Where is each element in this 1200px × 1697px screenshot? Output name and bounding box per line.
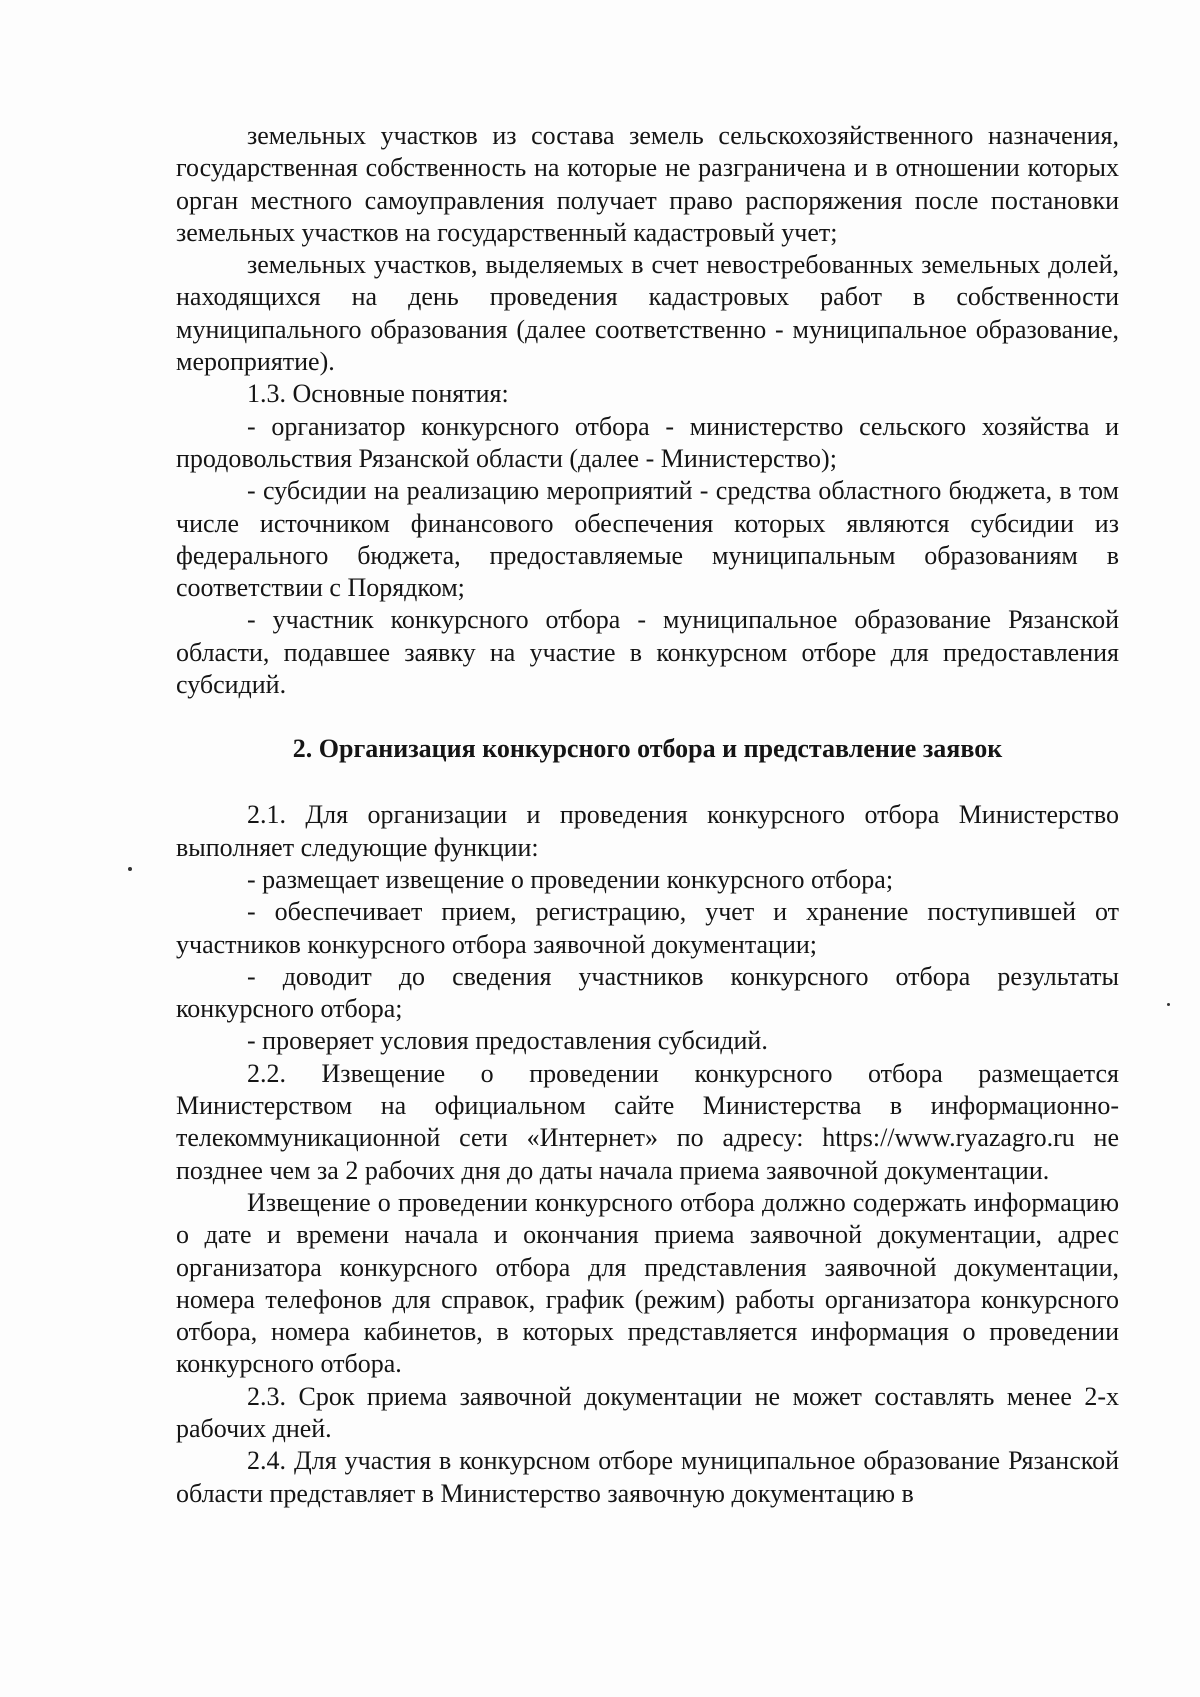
paragraph: Извещение о проведении конкурсного отбора должно содержать информацию о дате и времени начала и окончания приема заявочной документации, адрес организатора конкурсного отбора для представления заявочной документации, номера телефонов для справок, график (режим) работы организатора конкурсного отбора, номера кабинетов, в которых представляется информация о проведении конкурсного отбора.: [176, 1187, 1119, 1379]
paragraph: земельных участков из состава земель сельскохозяйственного назначения, государственная собственность на которые не разграничена и в отношении которых орган местного самоуправления получает право распоряжения после постановки земельных участков на государственный кадастровый учет;: [176, 121, 1119, 247]
paragraph: 2.1. Для организации и проведения конкурсного отбора Министерство выполняет следующие функции:: [176, 800, 1119, 862]
scan-speck: [128, 867, 132, 871]
spacer: [176, 765, 1119, 799]
paragraph: - участник конкурсного отбора - муниципальное образование Рязанской области, подавшее заявку на участие в конкурсном отборе для предоставления субсидий.: [176, 605, 1119, 700]
spacer: [176, 701, 1119, 733]
document-body: [176, 120, 1119, 1510]
section-heading: 2. Организация конкурсного отбора и представление заявок: [292, 734, 1003, 764]
paragraph: - размещает извещение о проведении конкурсного отбора;: [247, 864, 894, 894]
paragraph: - проверяет условия предоставления субсидий.: [247, 1026, 768, 1056]
paragraph: - организатор конкурсного отбора - министерство сельского хозяйства и продовольствия Рязанской области (далее - Министерство);: [176, 411, 1119, 473]
paragraph: - доводит до сведения участников конкурсного отбора результаты конкурсного отбора;: [176, 961, 1119, 1024]
paragraph: 2.3. Срок приема заявочной документации не может составлять менее 2-х рабочих дней.: [176, 1381, 1119, 1443]
paragraph: 1.3. Основные понятия:: [247, 379, 509, 409]
paragraph: - обеспечивает прием, регистрацию, учет и хранение поступившей от участников конкурсного отбора заявочной документации;: [176, 897, 1119, 959]
paragraph: 2.4. Для участия в конкурсном отборе муниципальное образование Рязанской области представляет в Министерство заявочную документацию в: [176, 1446, 1119, 1508]
paragraph: - субсидии на реализацию мероприятий - средства областного бюджета, в том числе источником финансового обеспечения которых являются субсидии из федерального бюджета, предоставляемые муниципальным образованиям в соответствии с Порядком;: [176, 476, 1119, 603]
paragraph: земельных участков, выделяемых в счет невостребованных земельных долей, находящихся на день проведения кадастровых работ в собственности муниципального образования (далее соответственно - муниципальное образование, мероприятие).: [176, 250, 1119, 377]
paragraph: 2.2. Извещение о проведении конкурсного отбора размещается Министерством на официальном сайте Министерства в информационно-телекоммуникационной сети «Интернет» по адресу: https://www.ryazagro.ru не позднее чем за 2 рабочих дня до даты начала приема заявочной документации.: [176, 1058, 1119, 1185]
scan-speck: [1167, 1003, 1170, 1006]
